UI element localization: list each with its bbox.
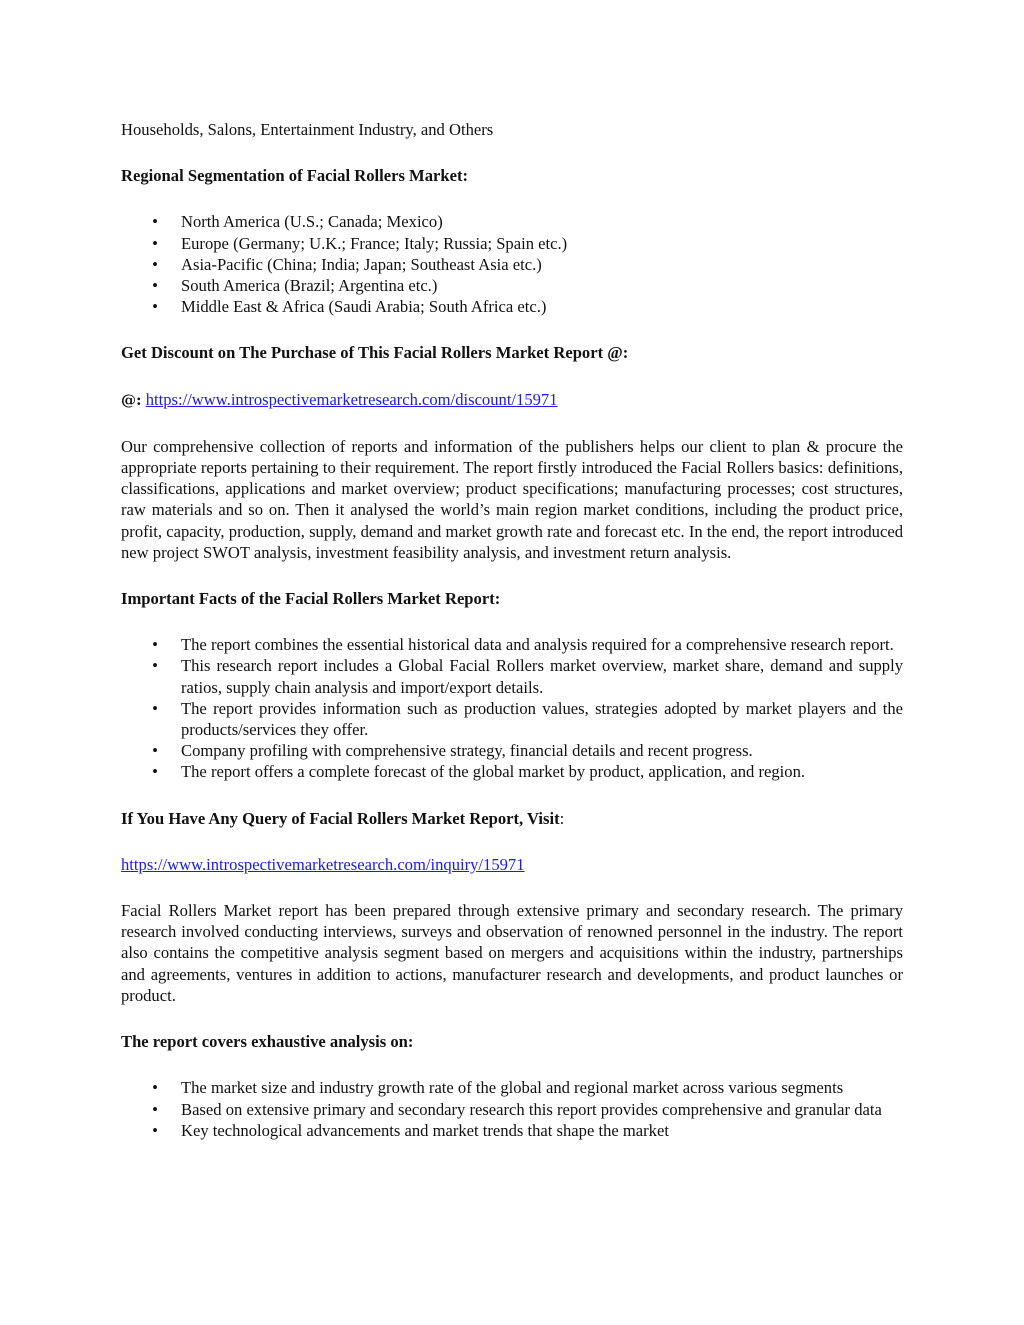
coverage-heading: The report covers exhaustive analysis on:: [121, 1032, 414, 1052]
discount-link[interactable]: https://www.introspectivemarketresearch.com/discount/15971: [145, 389, 558, 409]
research-paragraph: Facial Rollers Market report has been prepared through extensive primary and secondary research. The primary research involved conducting interviews, surveys and observation of renowned personnel in the industry. The report also contains the competitive analysis segment based on mergers and acquisitions within the industry, partnerships and agreements, ventures in addition to actions, manufacturer research and developments, and product launches or product.: [121, 901, 903, 1005]
bullet-icon: •: [152, 276, 158, 296]
discount-heading: Get Discount on The Purchase of This Facial Rollers Market Report @:: [121, 343, 629, 363]
facts-list: [121, 634, 903, 782]
bullet-icon: •: [152, 297, 158, 317]
list-item: • The report combines the essential historical data and analysis required for a comprehensive research report.: [121, 634, 903, 655]
list-item: • Asia-Pacific (China; India; Japan; Southeast Asia etc.): [121, 254, 903, 275]
at-prefix: @:: [121, 390, 142, 409]
inquiry-link[interactable]: https://www.introspectivemarketresearch.com/inquiry/15971: [121, 854, 525, 874]
bullet-icon: •: [152, 698, 158, 718]
regional-list: [121, 211, 903, 317]
regional-heading: Regional Segmentation of Facial Rollers Market:: [121, 166, 469, 186]
bullet-icon: •: [152, 656, 158, 676]
list-item: • The report offers a complete forecast of the global market by product, application, and region.: [121, 761, 903, 782]
list-item: • Middle East & Africa (Saudi Arabia; South Africa etc.): [121, 296, 903, 317]
list-item: • Company profiling with comprehensive strategy, financial details and recent progress.: [121, 740, 903, 761]
intro-line: Households, Salons, Entertainment Industry, and Others: [121, 120, 494, 139]
bullet-icon: •: [152, 233, 158, 253]
bullet-icon: •: [152, 635, 158, 655]
bullet-icon: •: [152, 254, 158, 274]
inquiry-link-line: [121, 854, 903, 875]
bullet-icon: •: [152, 762, 158, 782]
document-page: [121, 119, 903, 1141]
query-heading-line: [121, 808, 903, 829]
bullet-icon: •: [152, 741, 158, 761]
bullet-icon: •: [152, 1099, 158, 1119]
list-item: • Key technological advancements and market trends that shape the market: [121, 1120, 903, 1141]
coverage-list: [121, 1077, 903, 1141]
list-item: • The market size and industry growth rate of the global and regional market across various segments: [121, 1077, 903, 1098]
overview-paragraph: Our comprehensive collection of reports and information of the publishers helps our client to plan & procure the appropriate reports pertaining to their requirement. The report firstly introduced the Facial Rollers basics: definitions, classifications, applications and market overview; product specifications; manufacturing processes; cost structures, raw materials and so on. Then it analysed the world’s main region market conditions, including the product price, profit, capacity, production, supply, demand and market growth rate and forecast etc. In the end, the report introduced new project SWOT analysis, investment feasibility analysis, and investment return analysis.: [121, 436, 903, 562]
query-heading: If You Have Any Query of Facial Rollers Market Report, Visit: [121, 808, 560, 828]
bullet-icon: •: [152, 1120, 158, 1140]
list-item: • Europe (Germany; U.K.; France; Italy; Russia; Spain etc.): [121, 233, 903, 254]
list-item: • This research report includes a Global Facial Rollers market overview, market share, demand and supply ratios, supply chain analysis and import/export details.: [121, 655, 903, 697]
list-item: • Based on extensive primary and secondary research this report provides comprehensive and granular data: [121, 1099, 903, 1120]
facts-heading: Important Facts of the Facial Rollers Market Report:: [121, 589, 501, 609]
list-item: • North America (U.S.; Canada; Mexico): [121, 211, 903, 232]
bullet-icon: •: [152, 1078, 158, 1098]
query-colon: :: [559, 808, 565, 828]
discount-link-line: [121, 389, 903, 411]
list-item: • South America (Brazil; Argentina etc.): [121, 275, 903, 296]
list-item: • The report provides information such as production values, strategies adopted by market players and the products/services they offer.: [121, 698, 903, 740]
bullet-icon: •: [152, 212, 158, 232]
